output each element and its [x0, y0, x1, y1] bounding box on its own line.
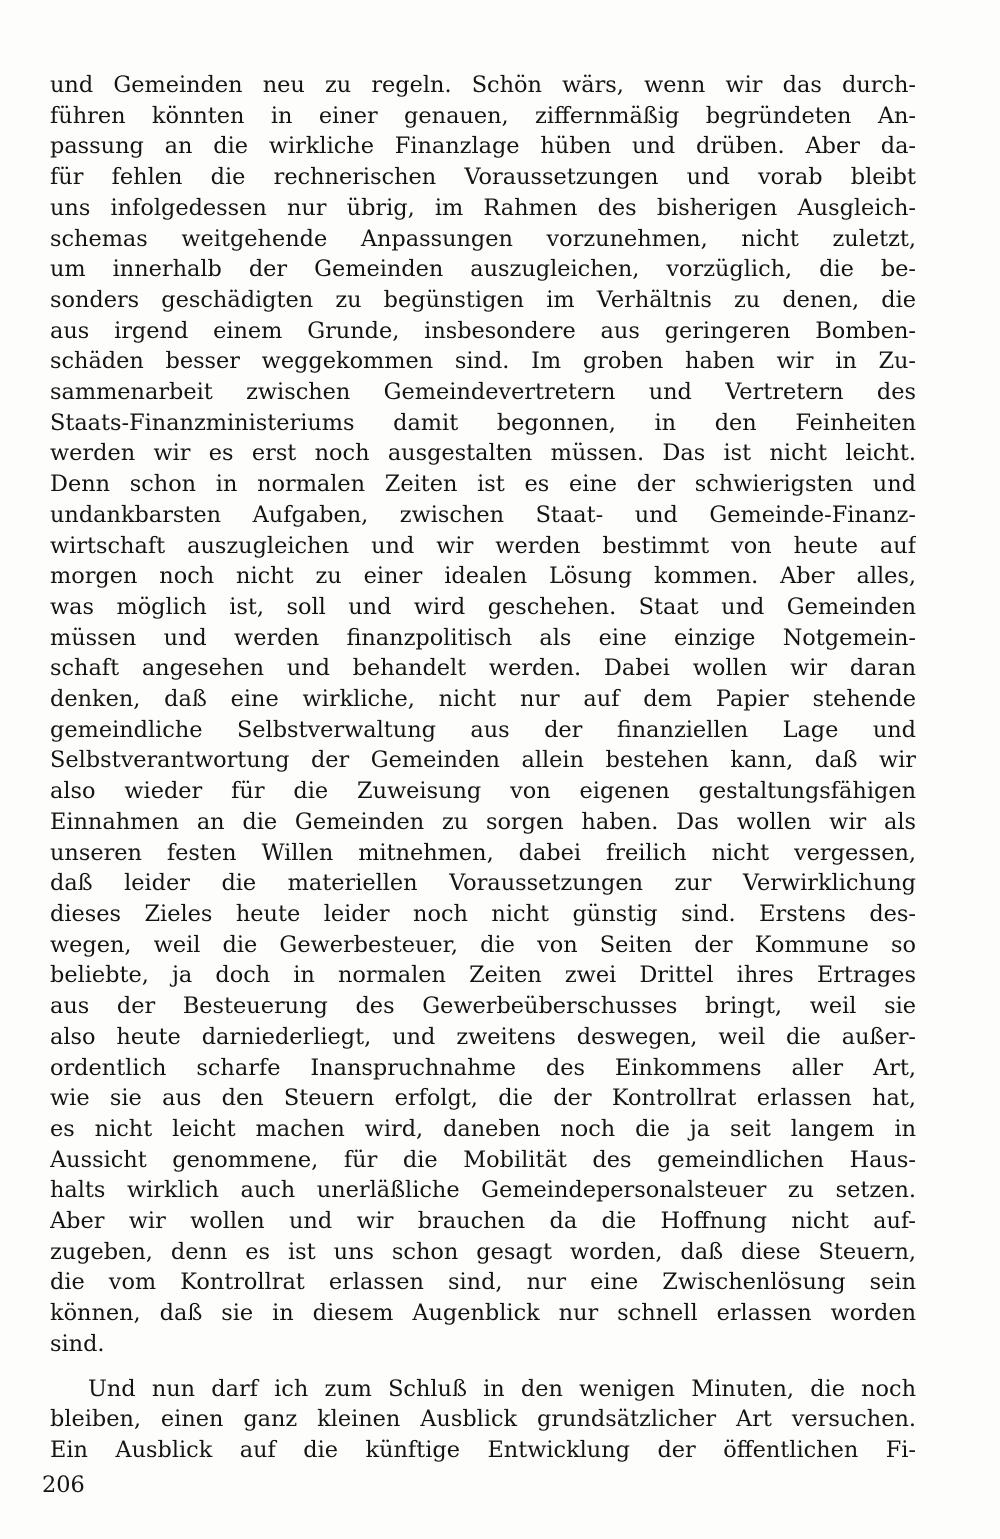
text-line: es nicht leicht machen wird, daneben noch die ja seit langem in — [50, 1115, 916, 1142]
text-line: wegen, weil die Gewerbesteuer, die von Seiten der Kommune so — [50, 931, 916, 958]
text-line: sonders geschädigten zu begünstigen im Verhältnis zu denen, die — [50, 286, 916, 313]
text-line: also wieder für die Zuweisung von eigenen gestaltungsfähigen — [50, 778, 916, 805]
text-line: halts wirklich auch unerläßliche Gemeindepersonalsteuer zu setzen. — [50, 1177, 916, 1204]
text-line: Ein Ausblick auf die künftige Entwicklung der öffentlichen Fi- — [50, 1436, 916, 1463]
text-line: beliebte, ja doch in normalen Zeiten zwei Drittel ihres Ertrages — [50, 962, 916, 989]
text-line: um innerhalb der Gemeinden auszugleichen, vorzüglich, die be- — [50, 256, 916, 283]
text-line: uns infolgedessen nur übrig, im Rahmen des bisherigen Ausgleich- — [50, 194, 916, 221]
text-line: für fehlen die rechnerischen Voraussetzungen und vorab bleibt — [50, 164, 916, 191]
text-line: also heute darniederliegt, und zweitens deswegen, weil die außer- — [50, 1023, 916, 1050]
text-line: werden wir es erst noch ausgestalten müssen. Das ist nicht leicht. — [50, 440, 916, 467]
text-line: dieses Zieles heute leider noch nicht günstig sind. Erstens des- — [50, 900, 916, 927]
text-line: Aussicht genommene, für die Mobilität des gemeindlichen Haus- — [50, 1146, 916, 1173]
text-line: müssen und werden finanzpolitisch als eine einzige Notgemein- — [50, 624, 916, 651]
text-line: Aber wir wollen und wir brauchen da die Hoffnung nicht auf- — [50, 1208, 916, 1235]
text-line: gemeindliche Selbstverwaltung aus der finanziellen Lage und — [50, 716, 916, 743]
text-line: morgen noch nicht zu einer idealen Lösung kommen. Aber alles, — [50, 563, 916, 590]
text-line: zugeben, denn es ist uns schon gesagt worden, daß diese Steuern, — [50, 1238, 916, 1265]
text-line: undankbarsten Aufgaben, zwischen Staat- und Gemeinde-Finanz- — [50, 501, 916, 528]
text-line: bleiben, einen ganz kleinen Ausblick grundsätzlicher Art versuchen. — [50, 1406, 916, 1433]
text-line: Denn schon in normalen Zeiten ist es eine der schwierigsten und — [50, 471, 916, 498]
text-line: Staats-Finanzministeriums damit begonnen, in den Feinheiten — [50, 409, 916, 436]
text-line: führen könnten in einer genauen, ziffernmäßig begründeten An- — [50, 102, 916, 129]
text-line: unseren festen Willen mitnehmen, dabei freilich nicht vergessen, — [50, 839, 916, 866]
text-line: sind. — [50, 1330, 105, 1357]
text-line: Und nun darf ich zum Schluß in den wenigen Minuten, die noch — [88, 1375, 916, 1402]
text-line: und Gemeinden neu zu regeln. Schön wärs, wenn wir das durch- — [50, 72, 916, 98]
text-line: Einnahmen an die Gemeinden zu sorgen haben. Das wollen wir als — [50, 808, 916, 835]
text-line: wie sie aus den Steuern erfolgt, die der Kontrollrat erlassen hat, — [50, 1085, 916, 1112]
text-line: ordentlich scharfe Inanspruchnahme des Einkommens aller Art, — [50, 1054, 916, 1081]
text-line: passung an die wirkliche Finanzlage hüben und drüben. Aber da- — [50, 133, 916, 160]
text-line: denken, daß eine wirkliche, nicht nur auf dem Papier stehende — [50, 686, 916, 713]
text-line: schäden besser weggekommen sind. Im groben haben wir in Zu- — [50, 348, 916, 375]
text-line: Selbstverantwortung der Gemeinden allein bestehen kann, daß wir — [50, 747, 916, 774]
text-line: schemas weitgehende Anpassungen vorzunehmen, nicht zuletzt, — [50, 225, 916, 252]
text-line: schaft angesehen und behandelt werden. Dabei wollen wir daran — [50, 655, 916, 682]
text-line: wirtschaft auszugleichen und wir werden bestimmt von heute auf — [50, 532, 916, 559]
text-line: daß leider die materiellen Voraussetzungen zur Verwirklichung — [50, 870, 916, 897]
text-line: was möglich ist, soll und wird geschehen. Staat und Gemeinden — [50, 593, 916, 620]
text-line: können, daß sie in diesem Augenblick nur schnell erlassen worden — [50, 1300, 916, 1327]
text-line: aus der Besteuerung des Gewerbeüberschusses bringt, weil sie — [50, 993, 916, 1020]
page-number: 206 — [42, 1472, 85, 1498]
paragraph-2 — [50, 1374, 916, 1466]
text-line: aus irgend einem Grunde, insbesondere aus geringeren Bomben- — [50, 317, 916, 344]
body-text — [50, 70, 916, 1466]
text-line: die vom Kontrollrat erlassen sind, nur eine Zwischenlösung sein — [50, 1269, 916, 1296]
paragraph-1 — [50, 70, 916, 1360]
text-line: sammenarbeit zwischen Gemeindevertretern und Vertretern des — [50, 379, 916, 406]
